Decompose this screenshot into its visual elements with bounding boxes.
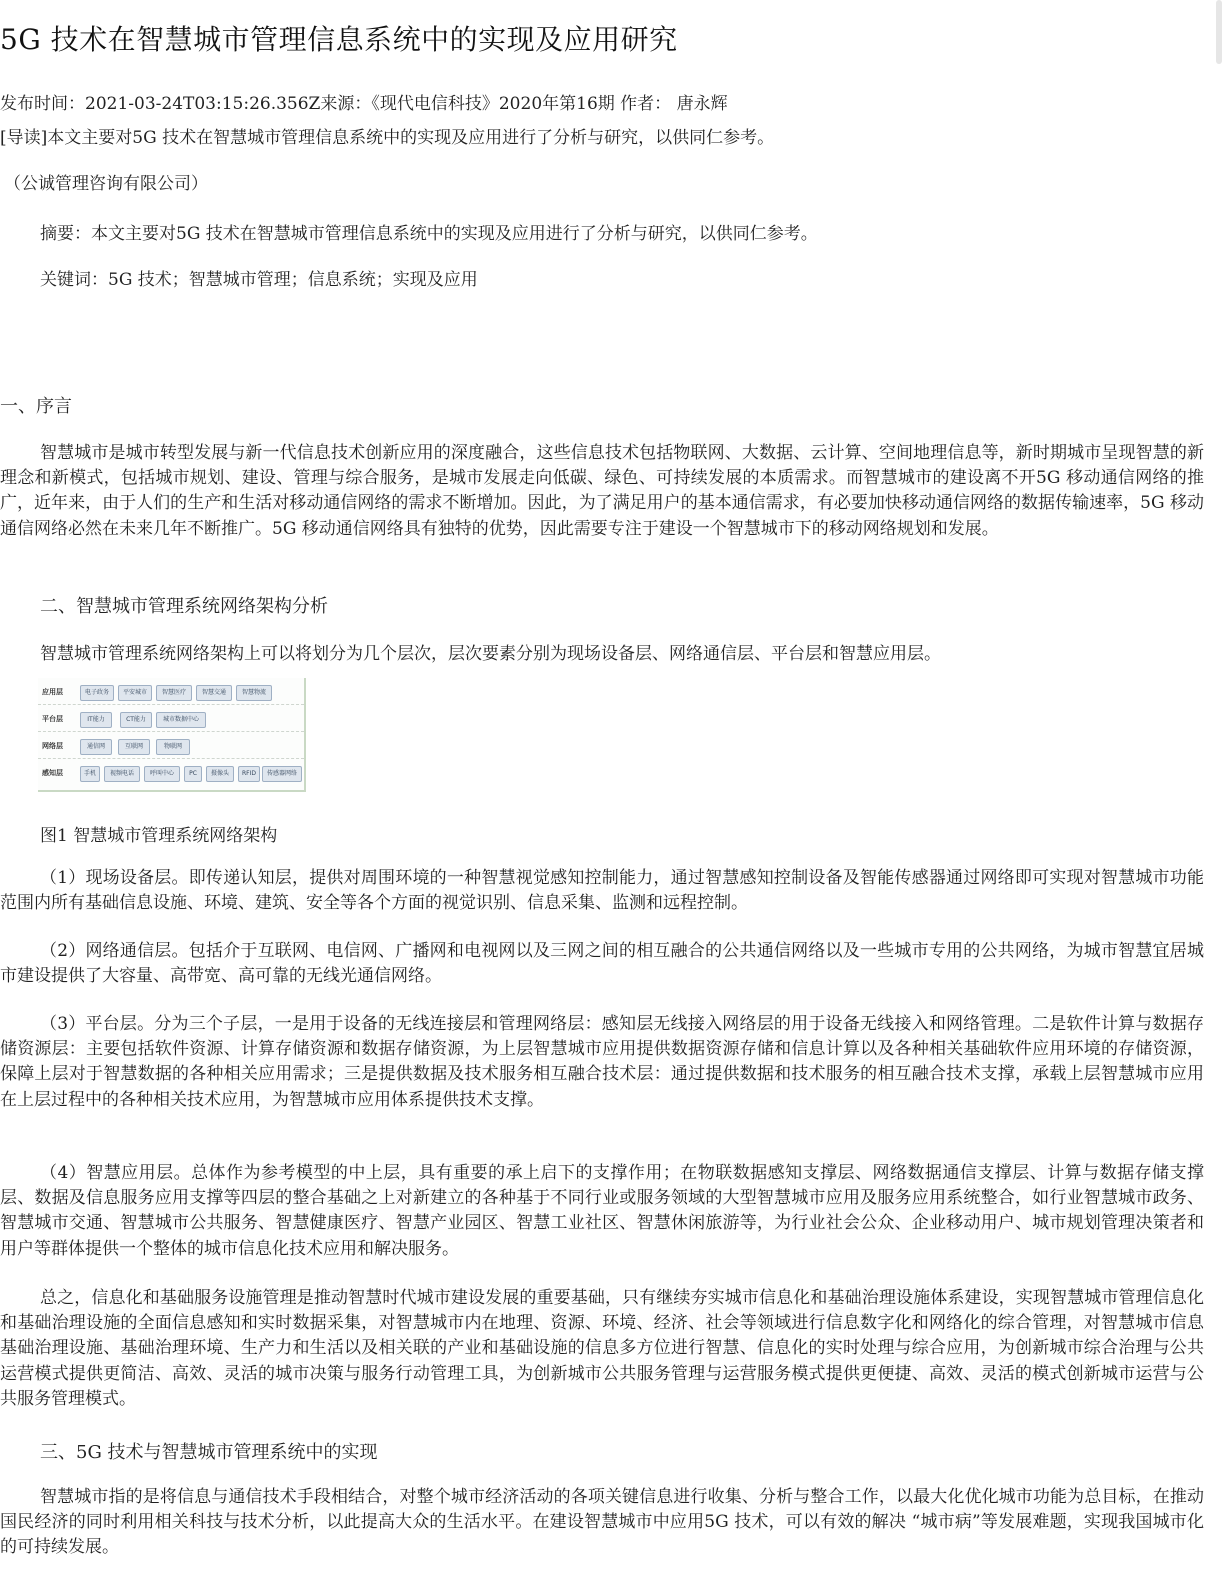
article-lead: [导读]本文主要对5G 技术在智慧城市管理信息系统中的实现及应用进行了分析与研究，以供同仁参考。 bbox=[0, 128, 775, 148]
figure-box: 平安城市 bbox=[118, 685, 152, 701]
figure-row-label: 感知层 bbox=[42, 769, 63, 777]
figure-box: 传感器网络 bbox=[262, 766, 302, 782]
figure-row-label: 平台层 bbox=[42, 715, 63, 723]
section-heading-architecture: 二、智慧城市管理系统网络架构分析 bbox=[40, 596, 328, 617]
article-title: 5G 技术在智慧城市管理信息系统中的实现及应用研究 bbox=[0, 23, 678, 56]
figure-box: 手机 bbox=[80, 766, 100, 782]
paragraph-platform-layer: （3）平台层。分为三个子层，一是用于设备的无线连接层和管理网络层：感知层无线接入网络层的用于设备无线接入和网络管理。二是软件计算与数据存储资源层：主要包括软件资源、计算存储资源和数据存储资源，为上层智慧城市应用提供数据资源存储和信息计算以及各种相关基础软件应用环境的存储资源，保障上层对于智慧数据的各种相关应用需求；三是提供数据及技术服务相互融合技术层：通过提供数据和技术服务的相互融合技术支撑，承载上层智慧城市应用在上层过程中的各种相关技术应用，为智慧城市应用体系提供技术支撑。 bbox=[0, 1014, 1204, 1110]
figure-row-application bbox=[38, 682, 304, 705]
figure-caption: 图1 智慧城市管理系统网络架构 bbox=[40, 826, 278, 846]
figure-row-label: 网络层 bbox=[42, 742, 63, 750]
abstract: 摘要：本文主要对5G 技术在智慧城市管理信息系统中的实现及应用进行了分析与研究，以供同仁参考。 bbox=[40, 224, 818, 244]
figure-box: 摄像头 bbox=[206, 766, 234, 782]
section-heading-intro: 一、序言 bbox=[0, 396, 72, 417]
figure-box: 视频电话 bbox=[104, 766, 140, 782]
figure-box: CT能力 bbox=[120, 712, 152, 728]
figure-box: 城市数据中心 bbox=[156, 712, 206, 728]
paragraph-intro: 智慧城市是城市转型发展与新一代信息技术创新应用的深度融合，这些信息技术包括物联网、大数据、云计算、空间地理信息等，新时期城市呈现智慧的新理念和新模式，包括城市规划、建设、管理与综合服务，是城市发展走向低碳、绿色、可持续发展的本质需求。而智慧城市的建设离不开5G 移动通信网络的推广，近年来，由于人们的生产和生活对移动通信网络的需求不断增加。因此，为了满足用户的基本通信需求，有必要加快移动通信网络的数据传输速率，5G 移动通信网络必然在未来几年不断推广。5G 移动通信网络具有独特的优势，因此需要专注于建设一个智慧城市下的移动网络规划和发展。 bbox=[0, 443, 1204, 539]
figure-box: 智慧医疗 bbox=[156, 685, 192, 701]
author-organization: （公诚管理咨询有限公司） bbox=[4, 174, 208, 194]
figure-box: RFID bbox=[238, 766, 260, 782]
keywords: 关键词：5G 技术；智慧城市管理；信息系统；实现及应用 bbox=[40, 270, 478, 290]
figure-box: 通信网 bbox=[80, 739, 112, 755]
figure-row-label: 应用层 bbox=[42, 688, 63, 696]
figure-box: 电子政务 bbox=[80, 685, 114, 701]
figure-box: 物联网 bbox=[156, 739, 190, 755]
figure-box: 呼叫中心 bbox=[144, 766, 180, 782]
figure-box: IT能力 bbox=[80, 712, 112, 728]
article-meta: 发布时间：2021-03-24T03:15:26.356Z来源：《现代电信科技》2020年第16期 作者： 唐永辉 bbox=[0, 94, 728, 114]
scrollbar[interactable] bbox=[1216, 0, 1222, 64]
paragraph-device-layer: （1）现场设备层。即传递认知层，提供对周围环境的一种智慧视觉感知控制能力，通过智慧感知控制设备及智能传感器通过网络即可实现对智慧城市功能范围内所有基础信息设施、环境、建筑、安全等各个方面的视觉识别、信息采集、监测和远程控制。 bbox=[0, 868, 1204, 914]
figure-box: 智慧物流 bbox=[236, 685, 272, 701]
paragraph-architecture-intro: 智慧城市管理系统网络架构上可以将划分为几个层次，层次要素分别为现场设备层、网络通信层、平台层和智慧应用层。 bbox=[40, 644, 941, 664]
figure-row-network bbox=[38, 736, 304, 759]
section-heading-5g: 三、5G 技术与智慧城市管理系统中的实现 bbox=[40, 1442, 378, 1463]
figure-row-perception bbox=[38, 763, 304, 785]
paragraph-network-layer: （2）网络通信层。包括介于互联网、电信网、广播网和电视网以及三网之间的相互融合的公共通信网络以及一些城市专用的公共网络，为城市智慧宜居城市建设提供了大容量、高带宽、高可靠的无线光通信网络。 bbox=[0, 941, 1204, 987]
paragraph-application-layer: （4）智慧应用层。总体作为参考模型的中上层，具有重要的承上启下的支撑作用；在物联数据感知支撑层、网络数据通信支撑层、计算与数据存储支撑层、数据及信息服务应用支撑等四层的整合基础之上对新建立的各种基于不同行业或服务领域的大型智慧城市应用及服务应用系统整合，如行业智慧城市政务、智慧城市交通、智慧城市公共服务、智慧健康医疗、智慧产业园区、智慧工业社区、智慧休闲旅游等，为行业社会公众、企业移动用户、城市规划管理决策者和用户等群体提供一个整体的城市信息化技术应用和解决服务。 bbox=[0, 1163, 1204, 1259]
paragraph-5g: 智慧城市指的是将信息与通信技术手段相结合，对整个城市经济活动的各项关键信息进行收集、分析与整合工作，以最大化优化城市功能为总目标，在推动国民经济的同时利用相关科技与技术分析，以此提高大众的生活水平。在建设智慧城市中应用5G 技术，可以有效的解决 “城市病”等发展难题，实现我国城市化的可持续发展。 bbox=[0, 1487, 1204, 1558]
architecture-figure bbox=[38, 678, 306, 792]
figure-box: 互联网 bbox=[118, 739, 150, 755]
figure-box: PC bbox=[184, 766, 202, 782]
paragraph-summary: 总之，信息化和基础服务设施管理是推动智慧时代城市建设发展的重要基础，只有继续夯实城市信息化和基础治理设施体系建设，实现智慧城市管理信息化和基础治理设施的全面信息感知和实时数据采集，对智慧城市内在地理、资源、环境、经济、社会等领域进行信息数字化和网络化的综合管理，对智慧城市信息基础治理设施、基础治理环境、生产力和生活以及相关联的产业和基础设施的信息多方位进行智慧、信息化的实时处理与综合应用，为创新城市综合治理与公共运营模式提供更简洁、高效、灵活的城市决策与服务行动管理工具，为创新城市公共服务管理与运营服务模式提供更便捷、高效、灵活的模式创新城市运营与公共服务管理模式。 bbox=[0, 1288, 1204, 1409]
figure-box: 智慧交通 bbox=[196, 685, 232, 701]
figure-row-platform bbox=[38, 709, 304, 732]
